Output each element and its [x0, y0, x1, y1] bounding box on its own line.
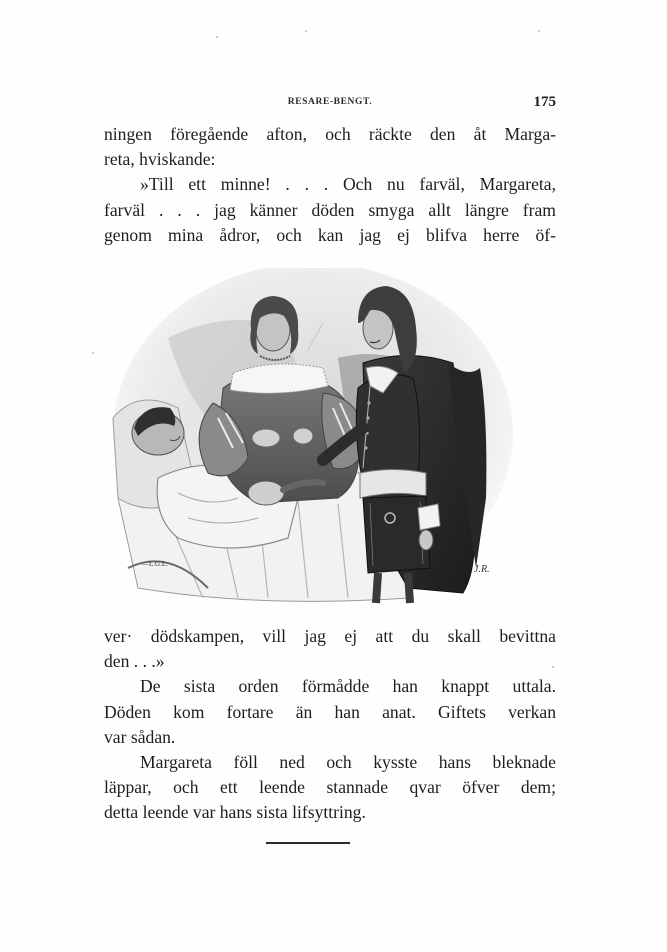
- illustration-deathbed-scene: [108, 268, 513, 608]
- artist-signature-right: J.R.: [474, 564, 490, 575]
- text-line: ver· dödskampen, vill jag ej att du skall bevittna: [104, 626, 556, 646]
- text-line: genom mina ådror, och kan jag ej blifva herre öf-: [104, 224, 556, 245]
- engraving-figure: [108, 268, 513, 608]
- text-line: »Till ett minne! . . . Och nu farväl, Margareta,: [140, 174, 556, 195]
- running-title: RESARE-BENGT.: [287, 97, 373, 107]
- lower-paragraphs: [104, 624, 556, 826]
- text-line: Döden kom fortare än han anat. Giftets verkan: [104, 701, 556, 722]
- text-line: De sista orden förmådde han knappt uttala.: [140, 676, 556, 697]
- text-line: läppar, och ett leende stannade qvar öfver dem;: [104, 777, 556, 798]
- page-number: 175: [533, 94, 556, 110]
- scan-speck: [305, 30, 307, 32]
- text-line: Margareta föll ned och kysste hans bleknade: [140, 751, 556, 772]
- scan-speck: [216, 36, 218, 38]
- upper-paragraphs: [104, 122, 556, 248]
- text-line: var sådan.: [104, 726, 176, 747]
- scan-speck: [92, 352, 94, 354]
- text-line: reta, hviskande:: [104, 149, 216, 170]
- text-line: ningen föregående afton, och räckte den åt Marga-: [104, 124, 556, 144]
- text-line: farväl . . . jag känner döden smyga allt längre fram: [104, 199, 556, 220]
- running-head: [104, 96, 556, 112]
- text-line: den . . .»: [104, 651, 165, 672]
- chapter-end-rule: [266, 842, 350, 844]
- artist-signature-left: —L.G.L.: [142, 560, 168, 568]
- scan-speck: [538, 30, 540, 32]
- text-line: detta leende var hans sista lifsyttring.: [104, 802, 366, 823]
